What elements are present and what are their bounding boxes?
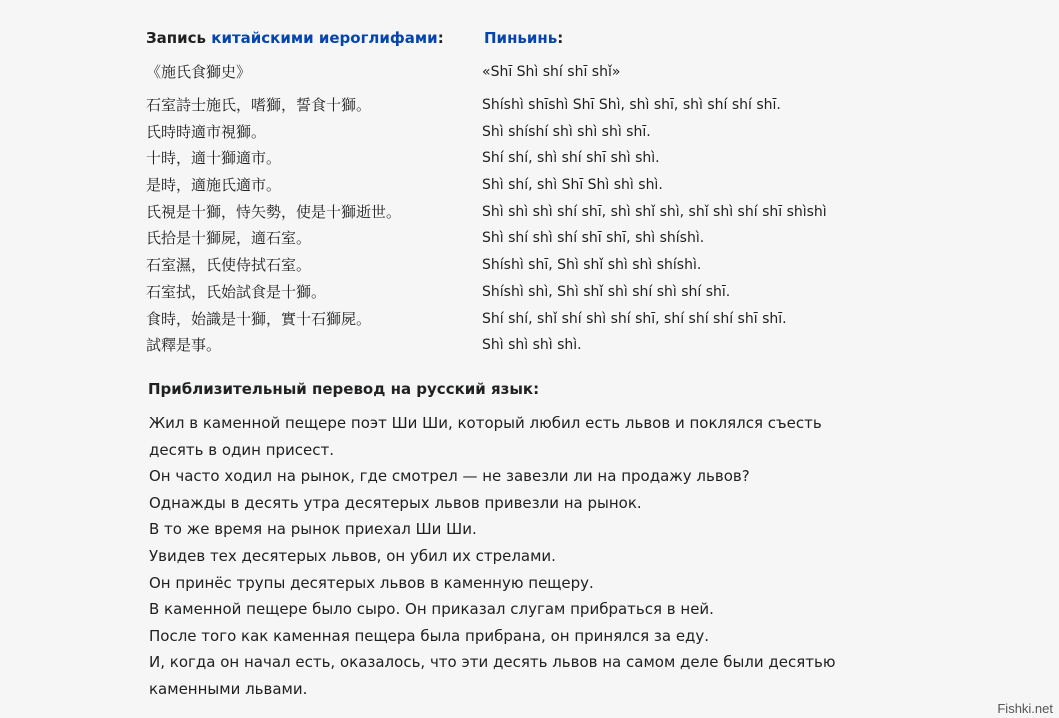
translation-line: Однажды в десять утра десятерых львов привезли на рынок. [149, 493, 642, 512]
translation-line: Он часто ходил на рынок, где смотрел — не завезли ли на продажу львов? [149, 467, 750, 486]
poem-line-hanzi: 試釋是事。 [146, 336, 222, 355]
hanzi-poem-column [146, 60, 401, 359]
poem-line-pinyin: Shíshì shì, Shì shǐ shì shí shì shí shī. [482, 283, 731, 300]
poem-line-pinyin: Shì shí, shì Shī Shì shì shì. [482, 177, 663, 194]
poem-line-hanzi: 氏時時適市視獅。 [146, 122, 267, 141]
poem-line-hanzi: 石室拭，氏始試食是十獅。 [146, 282, 327, 301]
translation-heading: Приблизительный перевод на русский язык: [148, 380, 540, 398]
pinyin-header-colon: : [557, 29, 564, 47]
translation-line: После того как каменная пещера была прибрана, он принялся за еду. [149, 626, 710, 645]
translation-line: Увидев тех десятерых львов, он убил их стрелами. [149, 546, 556, 565]
translation-line: В то же время на рынок приехал Ши Ши. [149, 520, 477, 539]
pinyin-link[interactable]: Пиньинь [484, 29, 558, 47]
translation-line: Жил в каменной пещере поэт Ши Ши, который любил есть львов и поклялся съесть десять в один присест. [149, 414, 822, 459]
watermark: Fishki.net [997, 701, 1053, 716]
poem-line-pinyin: Shì shì shì shí shī, shì shǐ shì, shǐ shì shí shī shìshì [482, 203, 827, 220]
poem-line-hanzi: 氏視是十獅，恃矢勢，使是十獅逝世。 [146, 202, 402, 221]
translation-line: И, когда он начал есть, оказалось, что эти десять львов на самом деле были десятью каменными львами. [149, 653, 836, 698]
poem-line-hanzi: 石室濕，氏使侍拭石室。 [146, 256, 312, 275]
poem-line-pinyin: Shí shí, shǐ shí shì shí shī, shí shí shí shī shī. [482, 310, 787, 327]
chinese-characters-link[interactable]: китайскими иероглифами [211, 29, 438, 47]
hanzi-header-label: Запись [146, 29, 212, 47]
poem-line-hanzi: 石室詩士施氏，嗜獅，誓食十獅。 [146, 96, 372, 114]
translation-body [149, 410, 849, 703]
pinyin-column-header [484, 28, 563, 48]
poem-line-pinyin: Shì shì shì shì. [482, 337, 582, 354]
poem-line-hanzi: 食時，始識是十獅，實十石獅屍。 [146, 309, 372, 328]
poem-line-pinyin: Shíshì shīshì Shī Shì, shì shī, shì shí shí shī. [482, 97, 781, 113]
poem-line-pinyin: Shí shí, shì shí shī shì shì. [482, 150, 660, 167]
poem-line-pinyin: Shì shí shì shí shī shī, shì shíshì. [482, 230, 705, 247]
poem-title-hanzi: 《施氏食獅史》 [146, 63, 252, 81]
poem-line-pinyin: Shíshì shī, Shì shǐ shì shì shíshì. [482, 257, 702, 274]
poem-line-pinyin: Shì shíshí shì shì shì shī. [482, 123, 651, 140]
poem-title-pinyin: «Shī Shì shí shī shǐ» [482, 64, 621, 80]
poem-line-hanzi: 氏拾是十獅屍，適石室。 [146, 229, 312, 248]
pinyin-poem-column [482, 60, 827, 359]
translation-line: В каменной пещере было сыро. Он приказал слугам прибраться в ней. [149, 600, 714, 619]
hanzi-column-header [146, 28, 444, 48]
hanzi-header-colon: : [437, 29, 444, 47]
translation-line: Он принёс трупы десятерых львов в каменную пещеру. [149, 573, 594, 592]
poem-line-hanzi: 是時，適施氏適市。 [146, 176, 282, 195]
poem-line-hanzi: 十時，適十獅適市。 [146, 149, 282, 168]
